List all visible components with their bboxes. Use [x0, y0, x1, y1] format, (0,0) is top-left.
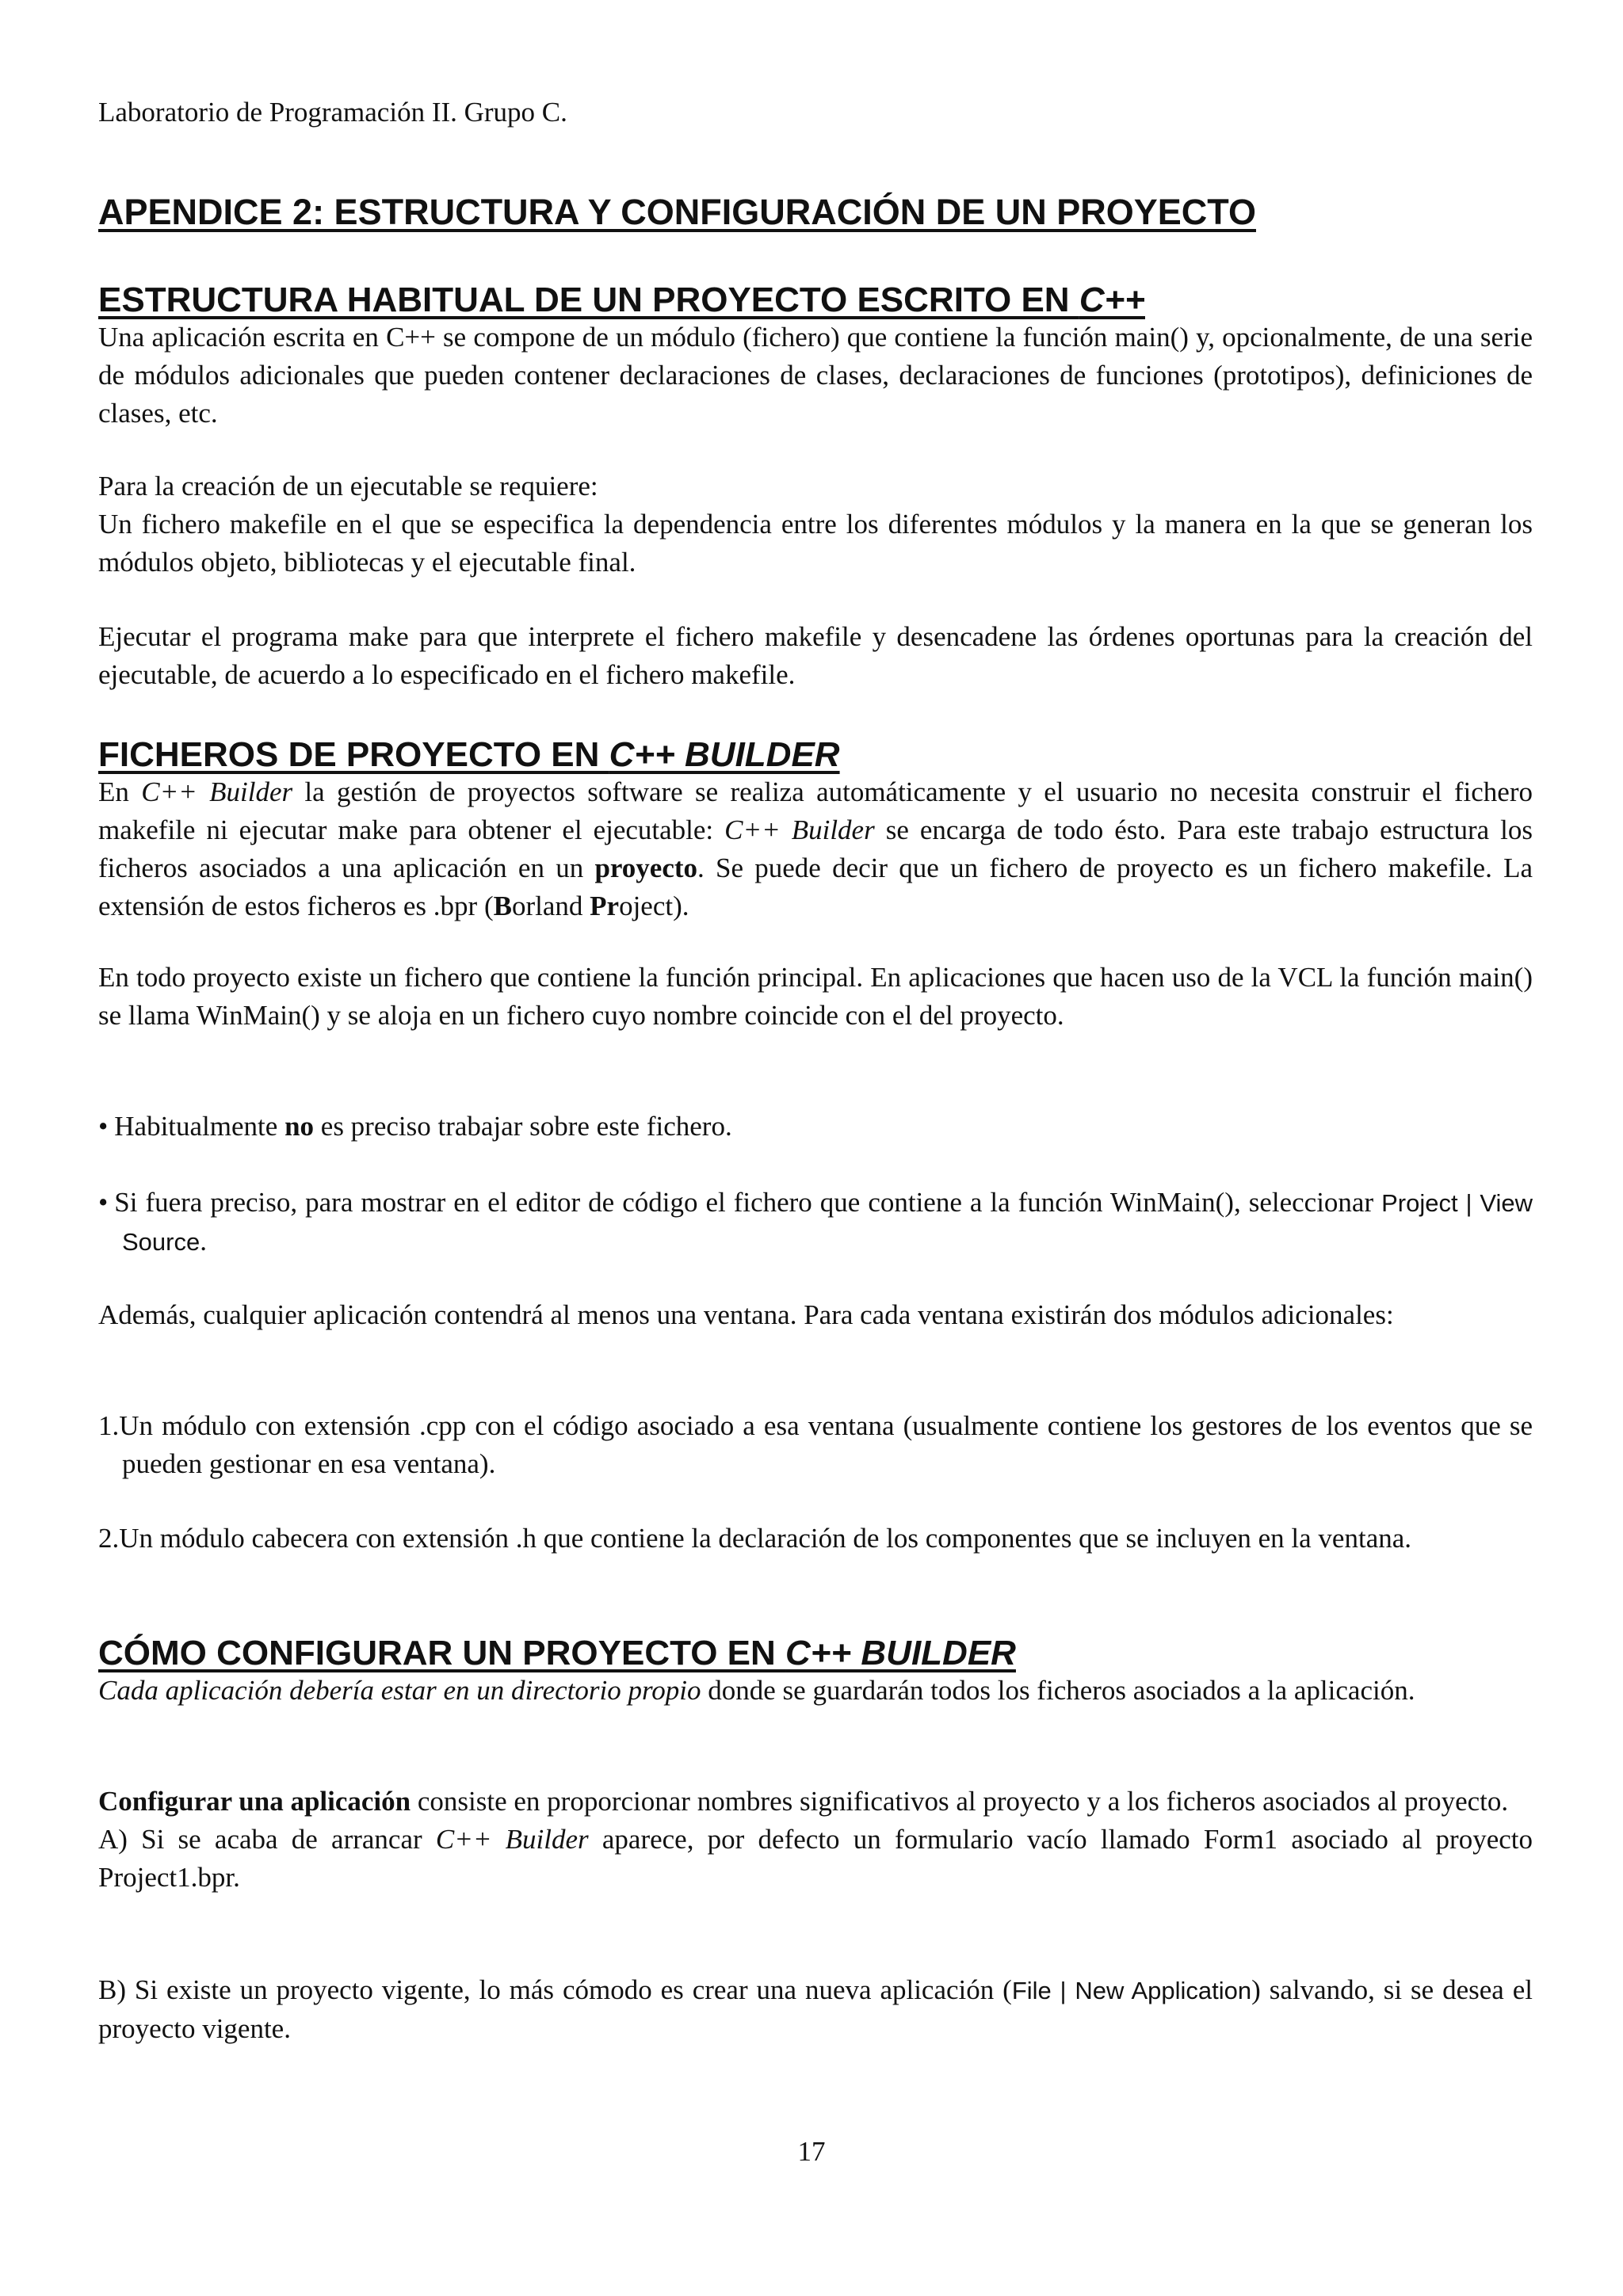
paragraph-requirements: Para la creación de un ejecutable se requiere: Un fichero makefile en el que se especifica la dependencia entre los diferentes módulos y la manera en la que se generan los módulos objeto, bibliotecas y el ejecutable final.: [98, 471, 1533, 578]
list-item: 2.Un módulo cabecera con extensión .h que contiene la declaración de los componentes que se incluyen en la ventana.: [98, 1523, 1412, 1554]
bullet-icon: •: [98, 1111, 109, 1142]
list-item: • Habitualmente no es preciso trabajar sobre este fichero.: [98, 1111, 732, 1142]
running-head: Laboratorio de Programación II. Grupo C.: [98, 97, 567, 128]
paragraph-directorio: Cada aplicación debería estar en un directorio propio donde se guardarán todos los ficheros asociados a la aplicación.: [98, 1675, 1415, 1706]
bullet-icon: •: [98, 1187, 109, 1218]
paragraph-configurar: Configurar una aplicación consiste en proporcionar nombres significativos al proyecto y a los ficheros asociados al proyecto. A) Si se acaba de arrancar C++ Builder aparece, por defecto un formulario vacío llamado Form1 asociado al proyecto Project1.bpr.: [98, 1786, 1533, 1893]
appendix-title: APENDICE 2: ESTRUCTURA Y CONFIGURACIÓN DE UN PROYECTO: [98, 192, 1256, 232]
paragraph-ventanas: Además, cualquier aplicación contendrá al menos una ventana. Para cada ventana existirán dos módulos adicionales:: [98, 1299, 1394, 1330]
paragraph-nueva-aplicacion: B) Si existe un proyecto vigente, lo más cómodo es crear una nueva aplicación (File | New Application) salvando, si se desea el proyecto vigente.: [98, 1974, 1533, 2044]
paragraph-intro: Una aplicación escrita en C++ se compone de un módulo (fichero) que contiene la función main() y, opcionalmente, de una serie de módulos adicionales que pueden contener declaraciones de clases, declaraciones de funciones (prototipos), definiciones de clases, etc.: [98, 322, 1533, 429]
page-number: 17: [797, 2136, 826, 2167]
paragraph-builder: En C++ Builder la gestión de proyectos software se realiza automáticamente y el usuario no necesita construir el fichero makefile ni ejecutar make para obtener el ejecutable: C++ Builder se encarga de todo ésto. Para este trabajo estructura los ficheros asociados a una aplicación en un proyecto. Se puede decir que un fichero de proyecto es un fichero makefile. La extensión de estos ficheros es .bpr (Borland Project).: [98, 776, 1533, 921]
list-item: • Si fuera preciso, para mostrar en el editor de código el fichero que contiene a la función WinMain(), seleccionar Project | View Source.: [98, 1187, 1533, 1257]
menu-path-view-source: Project | View Source: [122, 1189, 1533, 1256]
section-heading-ficheros: FICHEROS DE PROYECTO EN C++ BUILDER: [98, 735, 840, 774]
section-heading-configurar: CÓMO CONFIGURAR UN PROYECTO EN C++ BUILDER: [98, 1634, 1016, 1672]
section-heading-estructura: ESTRUCTURA HABITUAL DE UN PROYECTO ESCRITO EN C++: [98, 280, 1145, 319]
menu-path-new-application: File | New Application: [1011, 1977, 1252, 2004]
paragraph-make: Ejecutar el programa make para que interprete el fichero makefile y desencadene las órdenes oportunas para la creación del ejecutable, de acuerdo a lo especificado en el fichero makefile.: [98, 621, 1533, 690]
paragraph-winmain: En todo proyecto existe un fichero que contiene la función principal. En aplicaciones que hacen uso de la VCL la función main() se llama WinMain() y se aloja en un fichero cuyo nombre coincide con el del proyecto.: [98, 962, 1533, 1031]
list-item: 1.Un módulo con extensión .cpp con el código asociado a esa ventana (usualmente contiene los gestores de los eventos que se pueden gestionar en esa ventana).: [98, 1410, 1533, 1479]
